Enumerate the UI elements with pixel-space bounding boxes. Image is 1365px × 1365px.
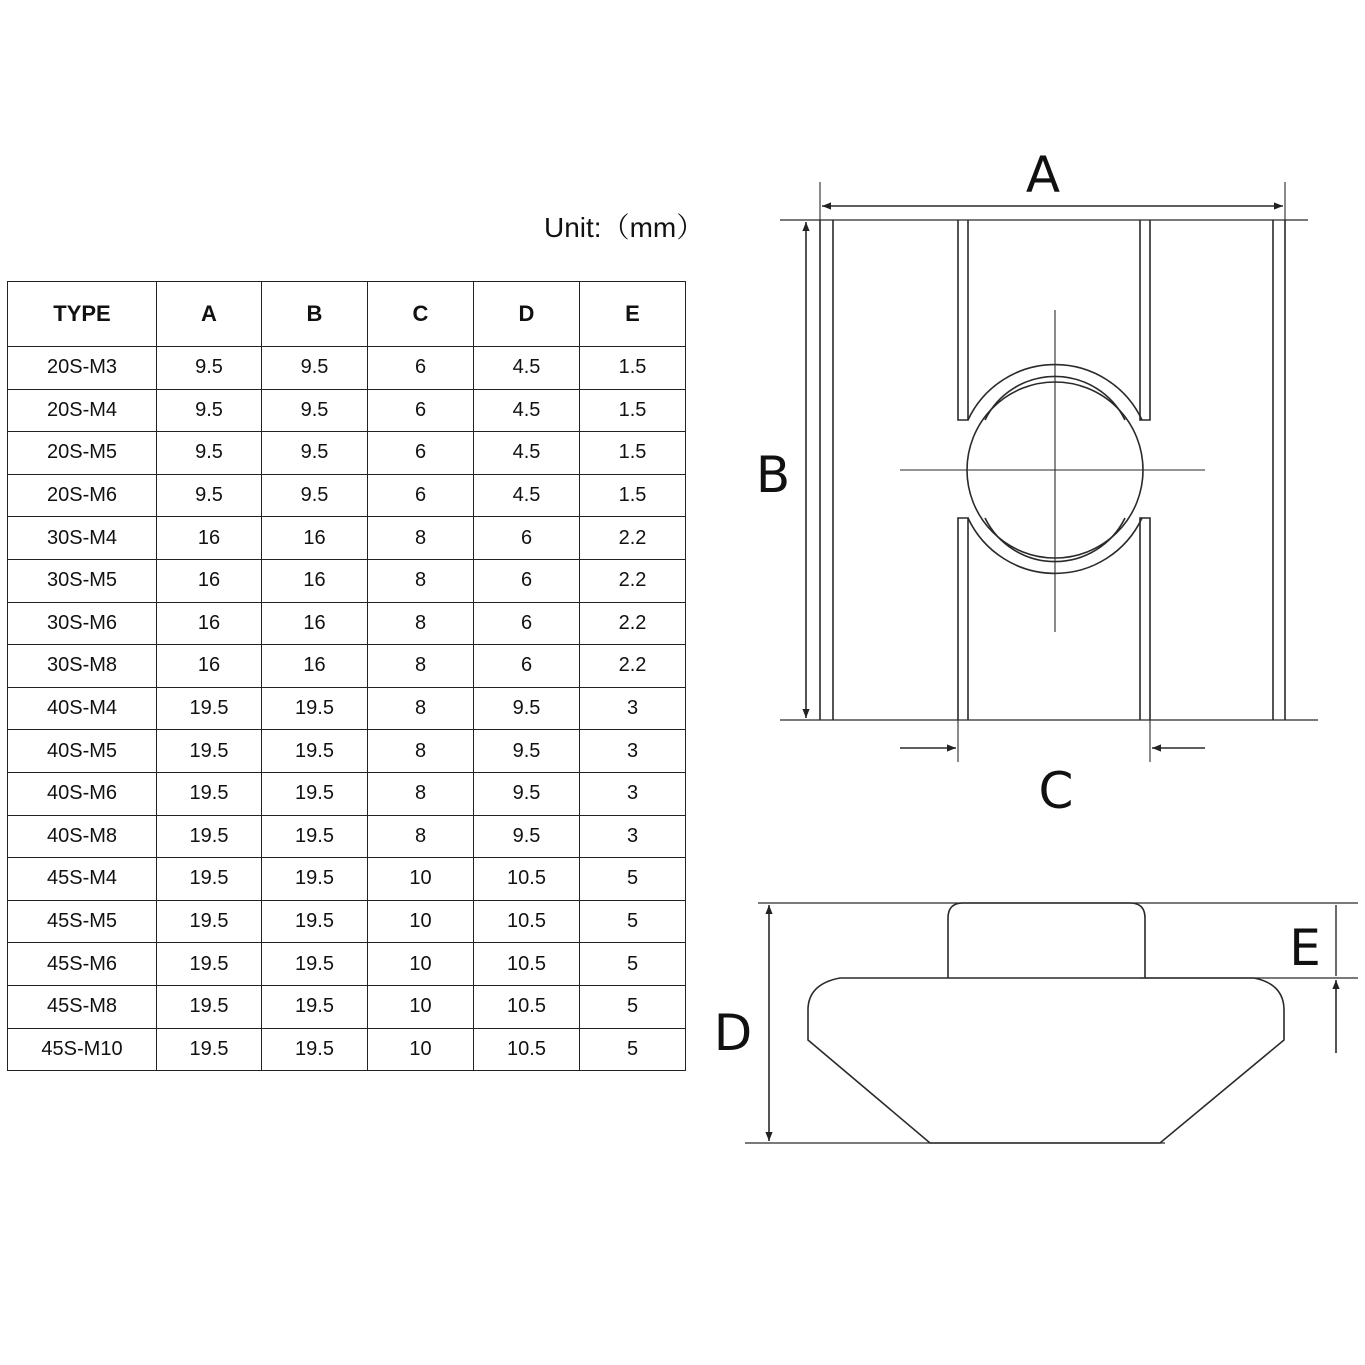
cell-e: 5 [580, 943, 686, 986]
cell-a: 16 [157, 517, 262, 560]
cell-type: 20S-M5 [8, 432, 157, 475]
cell-b: 16 [262, 517, 368, 560]
dim-label-b: B [755, 446, 791, 504]
cell-c: 8 [368, 645, 474, 688]
cell-b: 16 [262, 602, 368, 645]
side-view [745, 903, 1358, 1143]
cell-d: 4.5 [474, 474, 580, 517]
slot-left-bottom [958, 518, 968, 720]
cell-type: 30S-M8 [8, 645, 157, 688]
slot-left-top [958, 220, 968, 420]
cell-e: 5 [580, 858, 686, 901]
cell-a: 19.5 [157, 985, 262, 1028]
cell-c: 6 [368, 389, 474, 432]
cell-a: 19.5 [157, 687, 262, 730]
dim-label-d: D [713, 1004, 753, 1062]
cell-c: 10 [368, 858, 474, 901]
cell-a: 16 [157, 559, 262, 602]
cell-c: 10 [368, 943, 474, 986]
cell-b: 16 [262, 645, 368, 688]
cell-type: 30S-M5 [8, 559, 157, 602]
cell-d: 9.5 [474, 815, 580, 858]
cell-c: 6 [368, 432, 474, 475]
unit-label: Unit:（mm） [544, 212, 705, 243]
cell-e: 3 [580, 687, 686, 730]
cell-d: 4.5 [474, 347, 580, 390]
cell-b: 9.5 [262, 432, 368, 475]
cell-d: 10.5 [474, 858, 580, 901]
side-boss [948, 903, 1145, 978]
cell-c: 8 [368, 730, 474, 773]
cell-d: 6 [474, 645, 580, 688]
dim-label-c: C [1038, 762, 1074, 820]
cell-type: 45S-M10 [8, 1028, 157, 1071]
cell-a: 19.5 [157, 730, 262, 773]
cell-b: 9.5 [262, 347, 368, 390]
top-view [780, 182, 1318, 762]
cell-e: 1.5 [580, 347, 686, 390]
column-header-d: D [474, 282, 580, 347]
cell-b: 19.5 [262, 772, 368, 815]
cell-d: 10.5 [474, 1028, 580, 1071]
cell-type: 30S-M4 [8, 517, 157, 560]
cell-a: 9.5 [157, 347, 262, 390]
cell-d: 6 [474, 602, 580, 645]
column-header-type: TYPE [8, 282, 157, 347]
cell-d: 9.5 [474, 687, 580, 730]
cell-type: 40S-M6 [8, 772, 157, 815]
cell-c: 8 [368, 772, 474, 815]
cell-e: 2.2 [580, 517, 686, 560]
column-header-a: A [157, 282, 262, 347]
cell-d: 6 [474, 517, 580, 560]
cell-d: 10.5 [474, 943, 580, 986]
cell-c: 8 [368, 687, 474, 730]
slot-right-bottom [1140, 518, 1150, 720]
cell-a: 19.5 [157, 815, 262, 858]
cell-a: 9.5 [157, 474, 262, 517]
cell-e: 3 [580, 815, 686, 858]
cell-c: 10 [368, 1028, 474, 1071]
dim-label-e: E [1289, 919, 1321, 977]
cell-c: 8 [368, 559, 474, 602]
cell-c: 10 [368, 985, 474, 1028]
cell-e: 5 [580, 900, 686, 943]
cell-d: 4.5 [474, 432, 580, 475]
slot-right-top [1140, 220, 1150, 420]
column-header-b: B [262, 282, 368, 347]
cell-c: 8 [368, 517, 474, 560]
cell-b: 19.5 [262, 687, 368, 730]
cell-d: 9.5 [474, 772, 580, 815]
cell-a: 16 [157, 645, 262, 688]
cell-type: 45S-M8 [8, 985, 157, 1028]
column-header-e: E [580, 282, 686, 347]
column-header-c: C [368, 282, 474, 347]
cell-c: 6 [368, 347, 474, 390]
cell-type: 40S-M4 [8, 687, 157, 730]
side-body [808, 978, 1284, 1143]
cell-b: 19.5 [262, 730, 368, 773]
cell-c: 8 [368, 602, 474, 645]
cell-a: 19.5 [157, 1028, 262, 1071]
cell-type: 20S-M6 [8, 474, 157, 517]
cell-type: 30S-M6 [8, 602, 157, 645]
cell-c: 6 [368, 474, 474, 517]
cell-a: 16 [157, 602, 262, 645]
cell-c: 8 [368, 815, 474, 858]
cell-a: 19.5 [157, 772, 262, 815]
cell-a: 9.5 [157, 389, 262, 432]
cell-type: 20S-M3 [8, 347, 157, 390]
cell-e: 2.2 [580, 645, 686, 688]
cell-a: 19.5 [157, 900, 262, 943]
cell-c: 10 [368, 900, 474, 943]
cell-d: 10.5 [474, 900, 580, 943]
cell-e: 2.2 [580, 559, 686, 602]
cell-d: 4.5 [474, 389, 580, 432]
cell-e: 1.5 [580, 389, 686, 432]
cell-type: 45S-M4 [8, 858, 157, 901]
cell-b: 19.5 [262, 943, 368, 986]
cell-a: 19.5 [157, 858, 262, 901]
cell-b: 19.5 [262, 900, 368, 943]
cell-e: 5 [580, 985, 686, 1028]
cell-e: 2.2 [580, 602, 686, 645]
cell-e: 3 [580, 772, 686, 815]
cell-b: 19.5 [262, 1028, 368, 1071]
cell-e: 3 [580, 730, 686, 773]
cell-e: 1.5 [580, 432, 686, 475]
dim-label-a: A [1025, 146, 1061, 204]
cell-b: 9.5 [262, 389, 368, 432]
cell-type: 20S-M4 [8, 389, 157, 432]
cell-a: 19.5 [157, 943, 262, 986]
cell-type: 40S-M8 [8, 815, 157, 858]
cell-d: 9.5 [474, 730, 580, 773]
cell-d: 10.5 [474, 985, 580, 1028]
cell-b: 16 [262, 559, 368, 602]
cell-type: 45S-M5 [8, 900, 157, 943]
cell-e: 1.5 [580, 474, 686, 517]
cell-b: 19.5 [262, 985, 368, 1028]
cell-b: 19.5 [262, 858, 368, 901]
cell-e: 5 [580, 1028, 686, 1071]
cell-type: 45S-M6 [8, 943, 157, 986]
cell-d: 6 [474, 559, 580, 602]
cell-a: 9.5 [157, 432, 262, 475]
cell-b: 9.5 [262, 474, 368, 517]
cell-type: 40S-M5 [8, 730, 157, 773]
cell-b: 19.5 [262, 815, 368, 858]
